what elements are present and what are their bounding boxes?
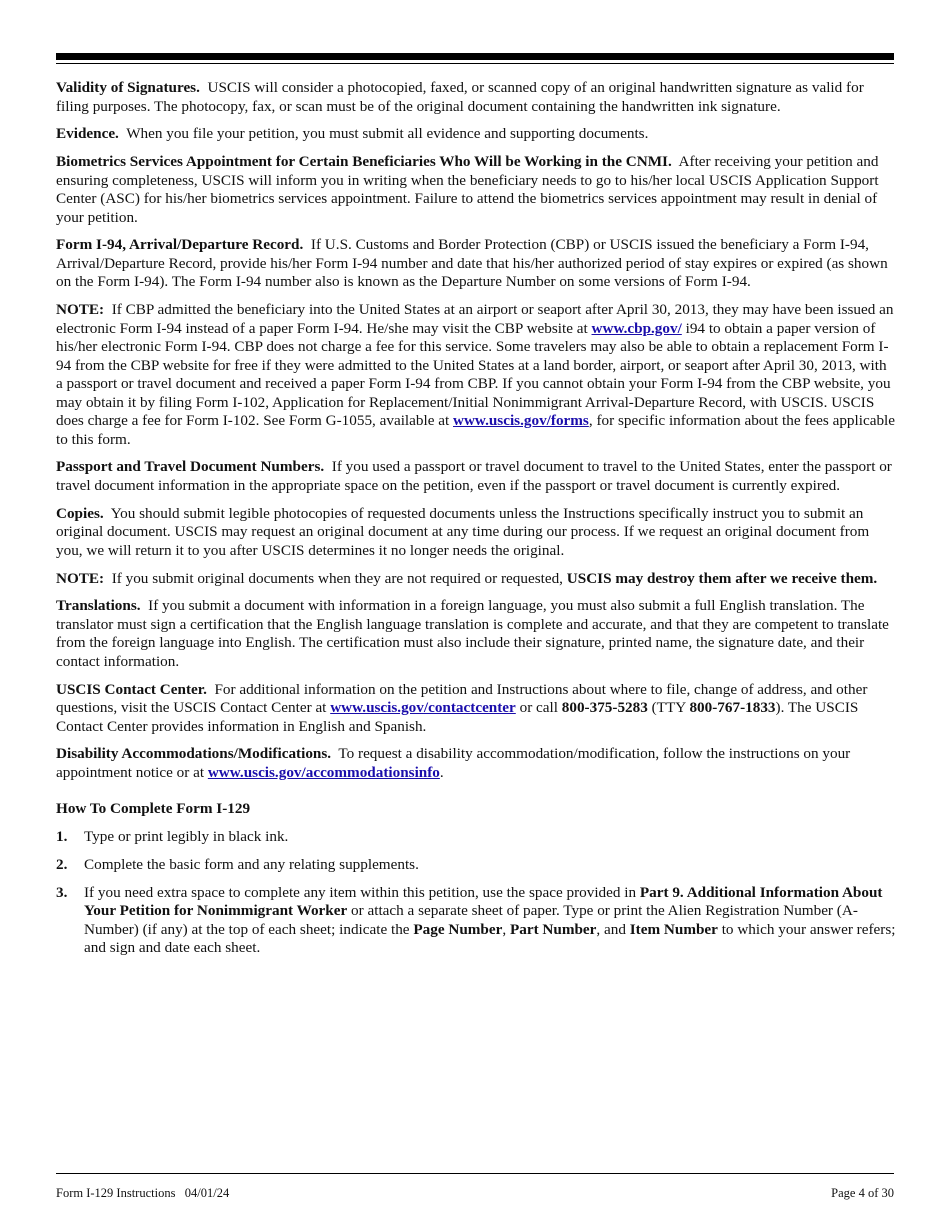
section-text: (TTY <box>651 699 686 717</box>
paragraph-form-i94 <box>56 236 896 292</box>
note-text: If you submit original documents when they are not required or requested, <box>111 569 563 587</box>
item-text-part: , <box>502 920 507 938</box>
how-to-heading: How To Complete Form I-129 <box>56 800 251 818</box>
note-text: i94 to obtain a paper version of his/her electronic Form I-94. CBP does not charge a fee for this service. Some travelers may also be able to obtain a replacement Form I-94 from the CBP website for free if they were admitted to the United States at a land border, airport, or seaport after April 30, 2013, with a passport or travel document and received a paper Form I-94 from CBP. If you cannot obtain your Form I-94 from the CBP website, you may obtain it by filing Form I-102, Application for Replacement/Initial Nonimmigrant Arrival-Departure Record, with USCIS. USCIS does charge a fee for Form I-102. See Form G-1055, available at <box>56 319 891 430</box>
paragraph-note-originals <box>56 570 896 589</box>
section-title: Disability Accommodations/Modifications. <box>56 745 332 763</box>
section-title: Copies. <box>56 504 104 522</box>
item-bold-part: Page Number <box>413 920 503 938</box>
header-rule-thin <box>56 63 894 64</box>
footer-rule <box>56 1173 894 1174</box>
header-rule-thick <box>56 53 894 60</box>
item-number: 1. <box>56 828 68 846</box>
section-text: You should submit legible photocopies of requested documents unless the Instructions specifically instruct you to submit an original document. USCIS may request an original document at any time during our process. If we request an original document from you, we will return it to you after USCIS determines it no longer needs the original. <box>56 504 870 559</box>
item-text-part: If you need extra space to complete any item within this petition, use the space provided in <box>84 883 637 901</box>
section-title: USCIS Contact Center. <box>56 680 207 698</box>
section-text: . <box>439 763 444 781</box>
phone-number: 800-375-5283 <box>561 699 648 717</box>
list-item <box>56 884 896 958</box>
section-text: If you submit a document with information in a foreign language, you must also submit a full English translation. The translator must sign a certification that the English language translation is complete and accurate, and that they are competent to translate from the foreign language into English. The certification must also include their signature, printed name, the signature date, and their contact information. <box>56 597 889 670</box>
item-number: 2. <box>56 856 68 874</box>
section-title: Form I-94, Arrival/Departure Record. <box>56 236 304 254</box>
paragraph-copies <box>56 505 896 561</box>
note-text: If CBP admitted the beneficiary into the United States at an airport or seaport after April 30, 2013, they may have been issued an electronic Form I-94 instead of a paper Form I-94. He/she may visit the CBP website at <box>56 301 894 337</box>
item-number: 3. <box>56 883 68 901</box>
section-text: For additional information on the petition and Instructions about where to file, change of address, and other questions, visit the USCIS Contact Center at <box>56 680 868 717</box>
cbp-link[interactable]: www.cbp.gov/ <box>591 319 682 337</box>
footer-form-id: Form I-129 Instructions 04/01/24 <box>56 1186 230 1200</box>
list-item <box>56 856 896 875</box>
section-text: USCIS will consider a photocopied, faxed, or scanned copy of an original handwritten signature as valid for filing purposes. The photocopy, fax, or scan must be of the original document containing the handwritten ink signature. <box>56 79 864 115</box>
paragraph-biometrics <box>56 153 896 227</box>
paragraph-passport <box>56 458 896 495</box>
tty-number: 800-767-1833 <box>689 699 776 717</box>
section-text: If U.S. Customs and Border Protection (CBP) or USCIS issued the beneficiary a Form I-94, Arrival/Departure Record, provide his/her Form I-94 number and date that his/her authorized period of stay expires or expired (as shown on the Form I-94). The Form I-94 number also is known as the Departure Number on some versions of Form I-94. <box>56 236 888 291</box>
list-item <box>56 828 896 847</box>
section-text: When you file your petition, you must submit all evidence and supporting documents. <box>126 125 649 143</box>
section-text: or call <box>519 699 558 717</box>
item-bold-part: Part Number <box>509 920 597 938</box>
paragraph-disability <box>56 745 896 782</box>
section-text: ). The USCIS Contact Center provides information in English and Spanish. <box>56 699 859 735</box>
section-text: After receiving your petition and ensuring completeness, USCIS will inform you in writing when the beneficiary needs to go to his/her local USCIS Application Support Center (ASC) for his/her biometrics services appointment. Failure to attend the biometrics services appointment may result in denial of your petition. <box>56 153 879 226</box>
item-text: Complete the basic form and any relating supplements. <box>84 856 419 874</box>
paragraph-contact-center <box>56 681 896 737</box>
item-text <box>84 884 896 958</box>
paragraph-note-cbp <box>56 301 896 449</box>
paragraph-evidence <box>56 125 896 144</box>
accommodations-link[interactable]: www.uscis.gov/accommodationsinfo <box>207 763 440 781</box>
section-title: Translations. <box>56 597 141 615</box>
section-title: Validity of Signatures. <box>56 79 200 96</box>
page-content <box>56 79 896 967</box>
contact-center-link[interactable]: www.uscis.gov/contactcenter <box>330 699 516 717</box>
footer-page-number: Page 4 of 30 <box>831 1186 894 1200</box>
item-text-part: , and <box>596 920 626 938</box>
section-title: Evidence. <box>56 125 119 143</box>
item-text-part: or attach a separate sheet of paper. Type or print the Alien Registration Number (A-Number) (if any) at the top of each sheet; indicate the <box>84 902 858 938</box>
note-bold-text: USCIS may destroy them after we receive them. <box>566 569 878 587</box>
item-bold-part: Item Number <box>629 920 718 938</box>
section-text: To request a disability accommodation/modification, follow the instructions on your appointment notice or at <box>56 745 851 781</box>
note-text: , for specific information about the fees applicable to this form. <box>56 412 896 448</box>
item-bold-part: Part 9. Additional Information About Your Petition for Nonimmigrant Worker <box>84 883 883 920</box>
section-title: Biometrics Services Appointment for Certain Beneficiaries Who Will be Working in the CNMI. <box>56 153 672 171</box>
note-label: NOTE: <box>56 569 105 587</box>
paragraph-validity-of-signatures <box>56 79 896 116</box>
item-text: Type or print legibly in black ink. <box>84 828 289 846</box>
uscis-forms-link[interactable]: www.uscis.gov/forms <box>453 412 589 430</box>
item-text-part: to which your answer refers; and sign and date each sheet. <box>84 920 896 957</box>
section-title: Passport and Travel Document Numbers. <box>56 458 325 476</box>
section-text: If you used a passport or travel document to travel to the United States, enter the passport or travel document information in the appropriate space on the petition, even if the passport or travel document is currently expired. <box>56 458 892 494</box>
note-label: NOTE: <box>56 301 105 319</box>
paragraph-translations <box>56 597 896 671</box>
